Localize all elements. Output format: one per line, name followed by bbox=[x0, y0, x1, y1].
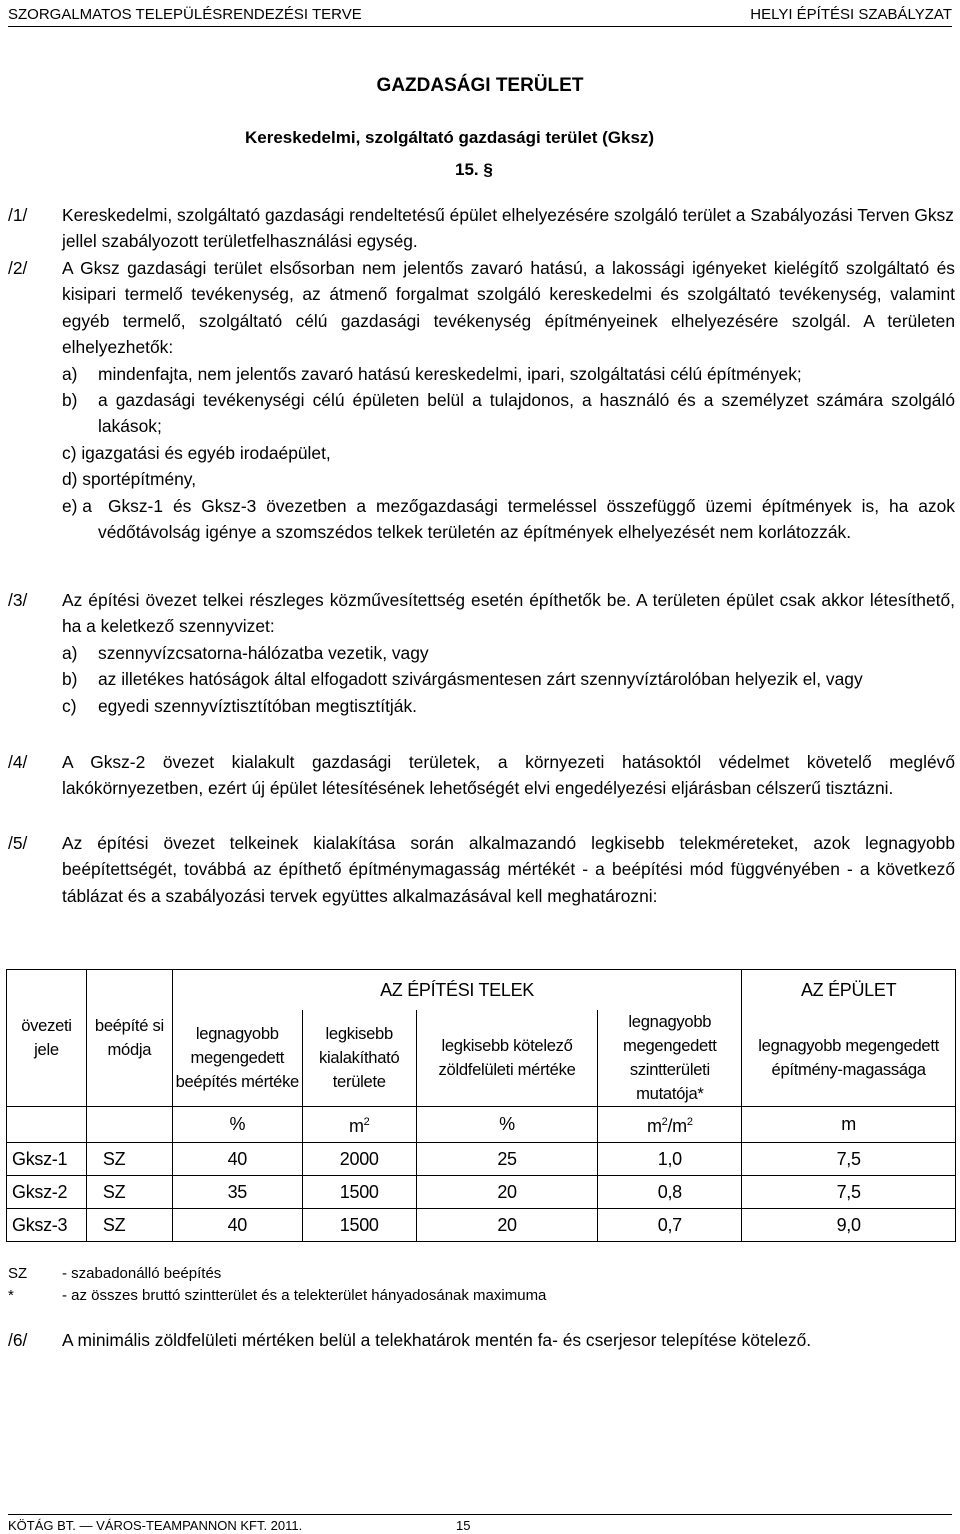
paragraph-2 bbox=[62, 255, 955, 545]
cell-area: 1500 bbox=[302, 1208, 416, 1241]
unit-zone-empty bbox=[7, 1106, 87, 1142]
list-item-text: szennyvízcsatorna-hálózatba vezetik, vagy bbox=[98, 642, 429, 663]
paragraph-3 bbox=[62, 587, 955, 719]
cell-zone: Gksz-1 bbox=[7, 1142, 87, 1175]
page-number: 15 bbox=[456, 1518, 471, 1533]
cell-built: 40 bbox=[172, 1142, 302, 1175]
cell-floor: 0,7 bbox=[598, 1208, 742, 1241]
paragraph-4-number: /4/ bbox=[8, 752, 28, 772]
unit-floor-b: /m bbox=[667, 1116, 687, 1136]
cell-green: 25 bbox=[416, 1142, 598, 1175]
page-header bbox=[8, 4, 952, 27]
unit-built: % bbox=[172, 1106, 302, 1142]
legend-text: - az összes bruttó szintterület és a telekterület hányadosának maximuma bbox=[62, 1287, 547, 1304]
cell-built: 40 bbox=[172, 1208, 302, 1241]
paragraph-6-text: A minimális zöldfelületi mértéken belül a telekhatárok mentén fa- és cserjesor telepítése kötelező. bbox=[62, 1330, 812, 1350]
paragraph-4-text: A Gksz-2 övezet kialakult gazdasági területek, a környezeti hatásoktól védelmet követelő meglévő lakókörnyezetben, ezért új épület létesítésének lehetőségét elvi engedélyezési eljárásban célszerű tisztázni. bbox=[62, 752, 955, 799]
cell-area: 2000 bbox=[302, 1142, 416, 1175]
list-item-label: a) bbox=[62, 642, 78, 663]
cell-floor: 0,8 bbox=[598, 1175, 742, 1208]
unit-area-sup: 2 bbox=[363, 1116, 370, 1128]
list-item-label: b) bbox=[62, 669, 78, 690]
paragraph-2-text: A Gksz gazdasági terület elsősorban nem jelentős zavaró hatású, a lakossági igényeket kielégítő szolgáltató és kisipari termelő tevékenység, az átmenő forgalmat szolgáló kereskedelmi és szolgáltató tevékenység, valamint egyéb termelő, szolgáltató célú gazdasági tevékenység építményeinek elhelyezésére szolgál. A területen elhelyezhetők: bbox=[62, 258, 955, 358]
list-item bbox=[62, 493, 955, 546]
paragraph-2-number: /2/ bbox=[8, 258, 28, 278]
list-item: d) sportépítmény, bbox=[62, 469, 197, 490]
footer-credit: KÖTÁG BT. — VÁROS-TEAMPANNON KFT. 2011. bbox=[8, 1518, 303, 1533]
list-item-text: egyedi szennyvíztisztítóban megtisztítják. bbox=[98, 695, 417, 716]
cell-height: 7,5 bbox=[742, 1175, 956, 1208]
cell-built: 35 bbox=[172, 1175, 302, 1208]
cell-height: 7,5 bbox=[742, 1142, 956, 1175]
header-built: legnagyobb megengedett beépítés mértéke bbox=[172, 1010, 302, 1107]
unit-floor-sup1: 2 bbox=[661, 1116, 668, 1128]
cell-area: 1500 bbox=[302, 1175, 416, 1208]
header-zone: övezeti jele bbox=[7, 970, 87, 1107]
list-item-label: e) a bbox=[62, 495, 92, 516]
cell-mode: SZ bbox=[86, 1175, 172, 1208]
unit-green: % bbox=[416, 1106, 598, 1142]
legend-key: SZ bbox=[8, 1265, 28, 1282]
cell-zone: Gksz-2 bbox=[7, 1175, 87, 1208]
unit-floor-a: m bbox=[646, 1116, 662, 1136]
list-item-text-wrap bbox=[62, 493, 955, 546]
list-item bbox=[62, 693, 955, 719]
table-row bbox=[7, 1142, 956, 1175]
unit-area bbox=[302, 1106, 416, 1142]
cell-green: 20 bbox=[416, 1175, 598, 1208]
unit-mode-empty bbox=[86, 1106, 172, 1142]
list-item bbox=[62, 666, 955, 692]
list-item-label: a) bbox=[62, 363, 78, 384]
unit-area-base: m bbox=[348, 1116, 364, 1136]
cell-green: 20 bbox=[416, 1208, 598, 1241]
table-row bbox=[7, 1208, 956, 1241]
unit-floor bbox=[598, 1106, 742, 1142]
list-item bbox=[62, 361, 955, 387]
list-item-text: mindenfajta, nem jelentős zavaró hatású kereskedelmi, ipari, szolgáltatási célú építmények; bbox=[98, 363, 802, 384]
header-green: legkisebb kötelező zöldfelületi mértéke bbox=[416, 1010, 598, 1107]
header-telek-group: AZ ÉPÍTÉSI TELEK bbox=[172, 970, 741, 1010]
header-right-text: HELYI ÉPÍTÉSI SZABÁLYZAT bbox=[750, 6, 952, 23]
list-item bbox=[62, 640, 955, 666]
list-item: c) igazgatási és egyéb irodaépület, bbox=[62, 442, 331, 463]
cell-height: 9,0 bbox=[742, 1208, 956, 1241]
header-mode: beépíté si módja bbox=[86, 970, 172, 1107]
unit-floor-sup2: 2 bbox=[686, 1116, 693, 1128]
section-subtitle: Kereskedelmi, szolgáltató gazdasági terület (Gksz) bbox=[245, 128, 655, 147]
list-item-label: c) bbox=[62, 695, 77, 716]
paragraph-1-text: Kereskedelmi, szolgáltató gazdasági rendeltetésű épület elhelyezésére szolgáló terület a Szabályozási Terven Gksz jellel szabályozott területfelhasználási egység. bbox=[62, 205, 954, 252]
header-epulet-group: AZ ÉPÜLET bbox=[742, 970, 956, 1010]
list-item bbox=[62, 387, 955, 440]
table-row bbox=[7, 1175, 956, 1208]
paragraph-3-number: /3/ bbox=[8, 590, 28, 610]
chapter-title: GAZDASÁGI TERÜLET bbox=[376, 75, 584, 96]
list-item-text: az illetékes hatóságok által elfogadott szivárgásmentesen zárt szennyvíztárolóban helyezik el, vagy bbox=[98, 669, 863, 690]
section-number: 15. § bbox=[455, 160, 493, 179]
header-height: legnagyobb megengedett építmény-magassága bbox=[742, 1010, 956, 1107]
list-item-label: b) bbox=[62, 390, 78, 411]
legend-key: * bbox=[8, 1287, 14, 1304]
cell-mode: SZ bbox=[86, 1208, 172, 1241]
header-left-text: SZORGALMATOS TELEPÜLÉSRENDEZÉSI TERVE bbox=[8, 6, 362, 23]
paragraph-5-text: Az építési övezet telkeinek kialakítása során alkalmazandó legkisebb telekméreteket, azok legnagyobb beépítettségét, továbbá az építhető építménymagasság mértékét - a beépítési mód függvényében - a következő táblázat és a szabályozási tervek együttes alkalmazásával kell meghatározni: bbox=[62, 833, 955, 906]
paragraph-5-number: /5/ bbox=[8, 833, 28, 853]
header-floor: legnagyobb megengedett szintterületi mutatója* bbox=[598, 1010, 742, 1107]
paragraph-1 bbox=[62, 202, 955, 255]
cell-floor: 1,0 bbox=[598, 1142, 742, 1175]
cell-zone: Gksz-3 bbox=[7, 1208, 87, 1241]
zoning-table bbox=[6, 969, 956, 1242]
list-item-text: Gksz-1 és Gksz-3 övezetben a mezőgazdasági termeléssel összefüggő üzemi építmények is, ha azok védőtávolság igénye a szomszédos telkek területén az építmények elhelyezését nem korlátozzák. bbox=[98, 495, 955, 543]
list-item-text: a gazdasági tevékenységi célú épületen belül a tulajdonos, a használó és a személyzet számára szolgáló lakások; bbox=[98, 390, 955, 437]
paragraph-6-number: /6/ bbox=[8, 1330, 28, 1350]
cell-mode: SZ bbox=[86, 1142, 172, 1175]
header-area: legkisebb kialakítható területe bbox=[302, 1010, 416, 1107]
paragraph-3-text: Az építési övezet telkei részleges közművesítettség esetén építhetők be. A területen épület csak akkor létesíthető, ha a keletkező szennyvizet: bbox=[62, 590, 955, 637]
page-footer bbox=[8, 1514, 952, 1533]
legend-text: - szabadonálló beépítés bbox=[62, 1265, 222, 1282]
paragraph-1-number: /1/ bbox=[8, 205, 28, 225]
unit-height: m bbox=[742, 1106, 956, 1142]
